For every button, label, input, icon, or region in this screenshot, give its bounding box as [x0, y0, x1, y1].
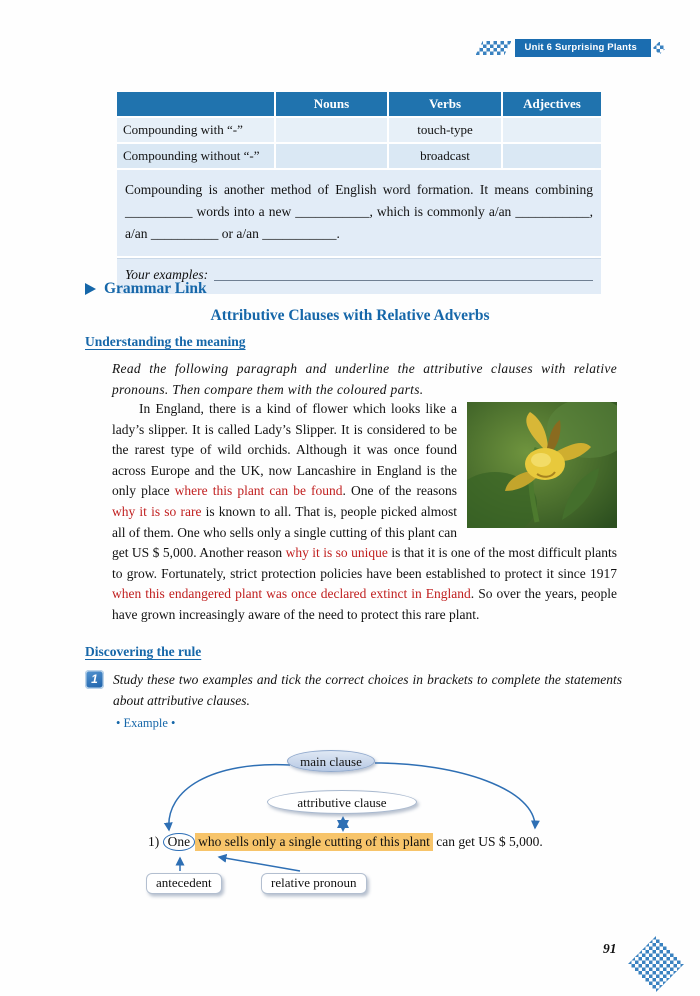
example-label: • Example •: [116, 716, 176, 730]
write-in-line: [214, 267, 593, 281]
checker-decoration-icon: [653, 42, 666, 55]
your-examples-label: Your examples:: [125, 267, 209, 282]
unit-banner-label: Unit 6 Surprising Plants: [515, 39, 651, 57]
checker-decoration-icon: [476, 41, 512, 55]
coloured-clause: when this endangered plant was once declared extinct in England: [112, 586, 471, 602]
page-number: 91: [603, 941, 617, 956]
attributive-clause-bubble: attributive clause: [267, 790, 417, 814]
reading-paragraph: [112, 399, 617, 626]
discovering-heading: Discovering the rule: [85, 644, 202, 659]
relative-pronoun-label-box: relative pronoun: [261, 873, 367, 894]
table-header-empty: [117, 92, 274, 116]
sentence-end: can get US $ 5,000.: [432, 834, 543, 849]
main-clause-bubble: main clause: [287, 750, 375, 772]
table-cell: [503, 144, 601, 168]
example-sentence: [148, 834, 543, 850]
paragraph-text: . One of the reasons: [342, 483, 457, 499]
table-cell: [276, 144, 387, 168]
clause-diagram: [85, 737, 630, 932]
antecedent-word: One: [163, 833, 196, 851]
relative-clause-highlight: who sells only a single cutting of this plant: [195, 833, 433, 851]
paragraph-text: is that it is one of the most difficult plants to grow. Fortunately, strict protection policies have been established to protect it since 1917: [112, 545, 617, 581]
unit-banner: [476, 39, 666, 57]
table-cell: broadcast: [389, 144, 501, 168]
paragraph-text: . So over the years, people have grown increasingly aware of the need to protect this rare plant.: [112, 586, 617, 622]
paragraph-text: is known to all. That is, people picked almost all of them. One who sells only a single cutting of this plant can get US $ 5,000. Another reason: [112, 503, 458, 561]
table-cell: [276, 118, 387, 142]
table-header-verbs: Verbs: [389, 92, 501, 116]
task-number-badge: 1: [85, 670, 104, 689]
table-row-label: Compounding with “-”: [117, 118, 274, 142]
sentence-prefix: 1): [148, 834, 163, 849]
coloured-clause: why it is so rare: [112, 503, 202, 519]
section-title: Attributive Clauses with Relative Adverbs: [210, 307, 490, 324]
grammar-link-label: Grammar Link: [104, 280, 207, 297]
coloured-clause: why it is so unique: [285, 545, 388, 561]
paragraph-text: In England, there is a kind of flower which looks like a lady’s slipper. It is called Lady’s Slipper. It is considered to be the rarest type of wild orchids. Although it was once found across Europe and the UK, now Lancashire in England is the only place: [112, 401, 457, 499]
reading-instruction: Read the following paragraph and underline the attributive clauses with relative pronouns. Then compare them with the coloured parts.: [112, 361, 617, 397]
arrow-right-icon: [85, 283, 96, 295]
table-cell: [503, 118, 601, 142]
task-instruction: Study these two examples and tick the correct choices in brackets to complete the statements about attributive clauses.: [113, 672, 622, 708]
antecedent-label-box: antecedent: [146, 873, 222, 894]
grammar-link-heading: [85, 280, 207, 298]
table-cell: touch-type: [389, 118, 501, 142]
table-header-nouns: Nouns: [276, 92, 387, 116]
table-row-label: Compounding without “-”: [117, 144, 274, 168]
checker-decoration-icon: [628, 936, 684, 992]
word-formation-table: [117, 92, 595, 294]
compounding-summary-text: Compounding is another method of English word formation. It means combining __________ words into a new ___________, which is commonly a/an ___________, a/an __________ or a/an ___________.: [117, 170, 601, 256]
table-header-adjectives: Adjectives: [503, 92, 601, 116]
task-1: [85, 669, 622, 711]
understanding-heading: Understanding the meaning: [85, 334, 246, 349]
orchid-photo: [467, 402, 617, 528]
coloured-clause: where this plant can be found: [174, 483, 343, 499]
